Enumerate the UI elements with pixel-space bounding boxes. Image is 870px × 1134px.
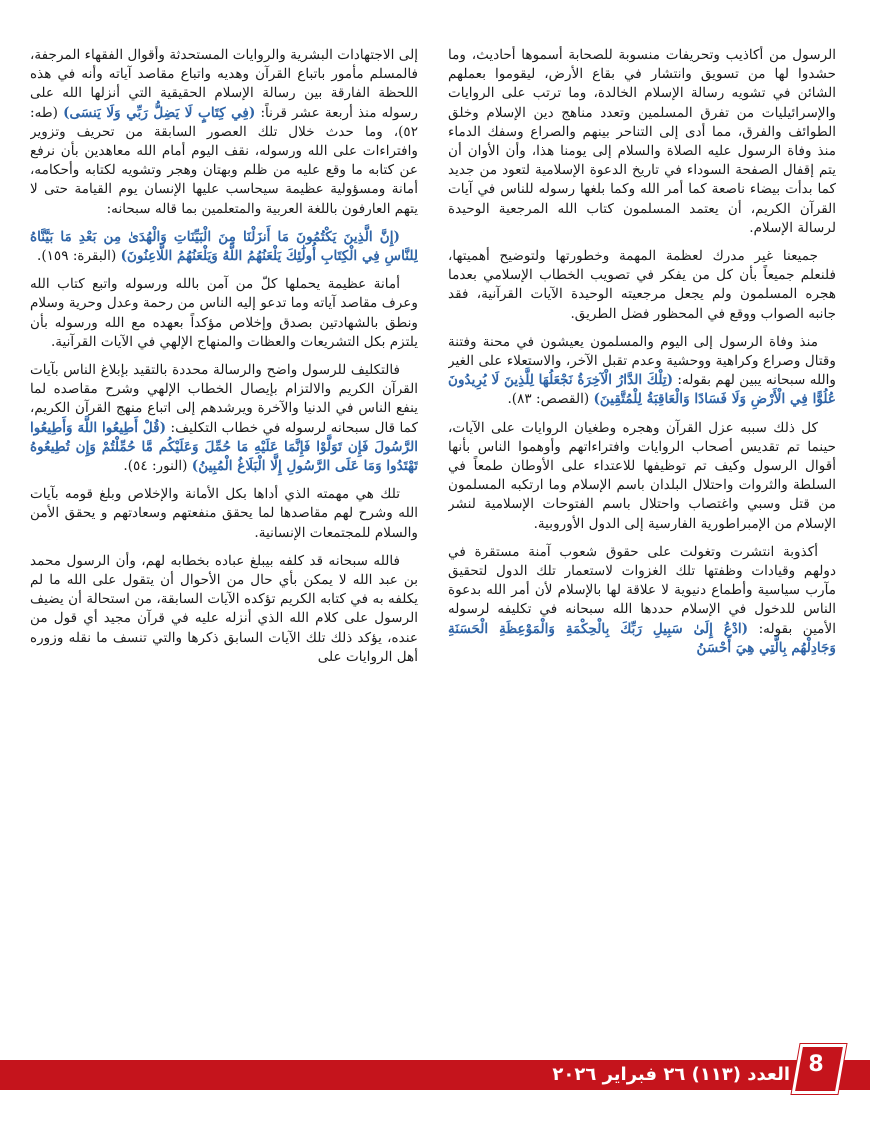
verse-citation: (طه: ٥٢)، وما حدث خلال تلك العصور السابقة من تحريف وتزوير وافتراءات على الله ورسوله، نقف اليوم أمام الله معاهدين بأن نرفع عن كتابه ما وقع عليه من ظلم وبهتان وهجر وتشويه لكتابه وأحكامه، أمانة ومسؤولية عظيمة سيحاسب عليها الإنسان يوم القيامة حتى لا يتهم العارفون باللغة العربية والمتعلمين بما قاله سبحانه: xyxy=(30,104,418,217)
quran-verse-quote: (إِنَّ الَّذِينَ يَكْتُمُونَ مَا أَنزَلْنَا مِنَ الْبَيِّنَاتِ وَالْهُدَىٰ مِن بَعْدِ مَا بَيَّنَّاهُ لِلنَّاسِ فِي الْكِتَابِ أُولَٰئِكَ يَلْعَنُهُمُ اللَّهُ وَيَلْعَنُهُمُ اللَّاعِنُونَ) xyxy=(30,228,418,265)
paragraph-text: أكذوبة انتشرت وتغولت على حقوق شعوب آمنة مستقرة في دولهم وقيادات وظفتها تلك الغزوات لاستعمار تلك الدول لتحقيق مآرب سياسية وأطماع دنيوية لا علاقة لها بالإسلام لأن أمر الله بدعوة الناس للدخول في الإسلام حددها الله سبحانه في تكليفه لرسوله الأمين بقوله: xyxy=(448,543,836,637)
article-paragraph xyxy=(30,275,418,352)
article-paragraph xyxy=(30,228,418,266)
verse-citation: (البقرة: ١٥٩). xyxy=(37,248,121,265)
footer-bar xyxy=(0,1060,870,1090)
quran-verse-quote: (ادْعُ إِلَىٰ سَبِيلِ رَبِّكَ بِالْحِكْمَةِ وَالْمَوْعِظَةِ الْحَسَنَةِ وَجَادِلْهُم بِالَّتِي هِيَ أَحْسَنُ xyxy=(448,620,836,656)
paragraph-text: تلك هي مهمته الذي أداها بكل الأمانة والإخلاص وبلغ قومه بآيات الله وشرح لهم مقاصدها لما يحقق منفعتهم وسعادتهم و يحقق الأمن والسلام للمجتمعات الإنسانية. xyxy=(30,486,418,541)
article-column-right xyxy=(30,46,418,1056)
article-column-left xyxy=(448,46,836,1056)
verse-citation: (النور: ٥٤). xyxy=(123,458,192,475)
quran-verse-quote: (فِي كِتَابٍ لَا يَضِلُّ رَبِّي وَلَا يَنسَى) xyxy=(63,104,256,121)
paragraph-text: جميعنا غير مدرك لعظمة المهمة وخطورتها ولتوضيح أهميتها، فلنعلم جميعاً بأن كل من يفكر في تصويب الخطاب الإسلامي بعدما هجره المسلمون ولم يجعل مرجعيته الوحيدة الآيات القرآنية، فقد جانبه الصواب ووقع في المحظور فضل الطريق. xyxy=(448,248,836,322)
article-paragraph xyxy=(30,552,418,667)
article-paragraph xyxy=(448,333,836,410)
page-number: 8 xyxy=(808,1052,824,1077)
paragraph-text: فالله سبحانه قد كلفه بيبلغ عباده بخطابه لهم، وأن الرسول محمد بن عبد الله لا يمكن بأي حال من الأحوال أن يتقول على الله ما لم يكلفه به في كتابه الكريم تؤكده الآيات السابقة، من استحالة أن يضيف الرسول على كلام الله الذي أنزله عليه في قرآن مجيد أي قول من عنده، يؤكد ذلك تلك الآيات السابق ذكرها والتي تنسف ما نقله وزوره أهل الروايات على xyxy=(30,552,418,665)
article-columns xyxy=(30,46,836,1056)
article-paragraph xyxy=(30,46,418,219)
article-paragraph xyxy=(448,543,836,658)
quran-verse-quote: (تِلْكَ الدَّارُ الْآخِرَةُ نَجْعَلُهَا لِلَّذِينَ لَا يُرِيدُونَ عُلُوًّا فِي الْأَرْضِ وَلَا فَسَادًا وَالْعَاقِبَةُ لِلْمُتَّقِينَ) xyxy=(448,372,836,408)
paragraph-text: منذ وفاة الرسول إلى اليوم والمسلمون يعيشون في محنة وفتنة وقتال وصراع وكراهية ووحشية وعدم تقبل الآخر، والاستعلاء على الغير والله سبحانه يبين لهم بقوله: xyxy=(448,333,836,389)
paragraph-text: إلى الاجتهادات البشرية والروايات المستحدثة وأقوال الفقهاء المرجفة، فالمسلم مأمور باتباع القرآن وهديه واتباع مقاصد آياته وأنه في هذه اللحظة الفارقة بين رسالة الإسلام الحقيقية التي أنزلها الله على رسوله منذ أربعة عشر قرناً: xyxy=(30,47,418,121)
issue-date-label: العدد (١١٣) ٢٦ فبراير ٢٠٢٦ xyxy=(552,1064,790,1085)
verse-citation: (القصص: ٨٣). xyxy=(507,391,594,408)
quran-verse-quote: (قُلْ أَطِيعُوا اللَّهَ وَأَطِيعُوا الرَّسُولَ فَإِن تَوَلَّوْا فَإِنَّمَا عَلَيْهِ مَا حُمِّلَ وَعَلَيْكُم مَّا حُمِّلْتُمْ وَإِن تُطِيعُوهُ تَهْتَدُوا وَمَا عَلَى الرَّسُولِ إِلَّا الْبَلَاغُ الْمُبِينُ) xyxy=(30,419,418,475)
article-paragraph xyxy=(30,361,418,476)
paragraph-text: فالتكليف للرسول واضح والرسالة محددة بالتقيد بإبلاغ الناس بآيات القرآن الكريم والالتزام بإيصال الخطاب الإلهي وشرح مقاصده لما ينفع الناس في الدنيا والآخرة ويرشدهم إلى اتباع منهج القرآن الكريم، كما قال سبحانه لرسوله في خطاب التكليف: xyxy=(30,362,418,436)
paragraph-text: الرسول من أكاذيب وتحريفات منسوبة للصحابة أسموها أحاديث، وما حشدوا لها من تسويق وانتشار في بقاع الأرض، ليقوموا بعملهم الشائن في تشويه رسالة الإسلام الخالدة، وما ترتب على الروايات والإسرائيليات من تفرق المسلمين وتعدد مناهج دين الإسلام وخلق الطوائف والفرق، مما أدى إلى التناحر بينهم والصراع وسفك الدماء منذ وفاة الرسول عليه الصلاة والسلام إلى يومنا هذا، وأن الأوان أن يتم إقفال الصفحة السوداء في تاريخ الدعوة الإسلامية لتعود من جديد كما بدأت بيضاء ناصعة كما أمر الله وكما بلغها رسوله للناس في آيات القرآن الكريم، أن يعتمد المسلمون كتاب الله المرجعية الوحيدة لرسالة الإسلام. xyxy=(448,47,836,236)
article-paragraph xyxy=(448,247,836,324)
article-paragraph xyxy=(30,485,418,543)
article-paragraph xyxy=(448,46,836,238)
paragraph-text: كل ذلك سببه عزل القرآن وهجره وطغيان الروايات على الآيات، حينما تم تقديس أصحاب الروايات وافتراءاتهم وأوهموا الناس بأنها أقوال الرسول وكيف تم توظيفها للاعتداء على الأوطان طمعاً في السلطة والثروات واحتلال البلدان باسم الإسلام وما ارتكبه المسلمون من قتل وسبي واغتصاب واحتلال باسم الفتوحات الإسلامية لنشر الإسلام من الإمبراطورية الفارسية إلى الدول الأوروبية. xyxy=(448,419,836,532)
paragraph-text: أمانة عظيمة يحملها كلّ من آمن بالله ورسوله واتبع كتاب الله وعرف مقاصد آياته وما تدعو إليه الناس من رحمة وعدل وحرية وسلام ونطق بالشهادتين بصدق وإخلاص مؤكداً بعهده مع الله ورسوله بأن يلتزم بكل التشريعات والعظات والمنهاج الإلهي في الآيات القرآنية. xyxy=(30,276,418,350)
article-paragraph xyxy=(448,419,836,534)
